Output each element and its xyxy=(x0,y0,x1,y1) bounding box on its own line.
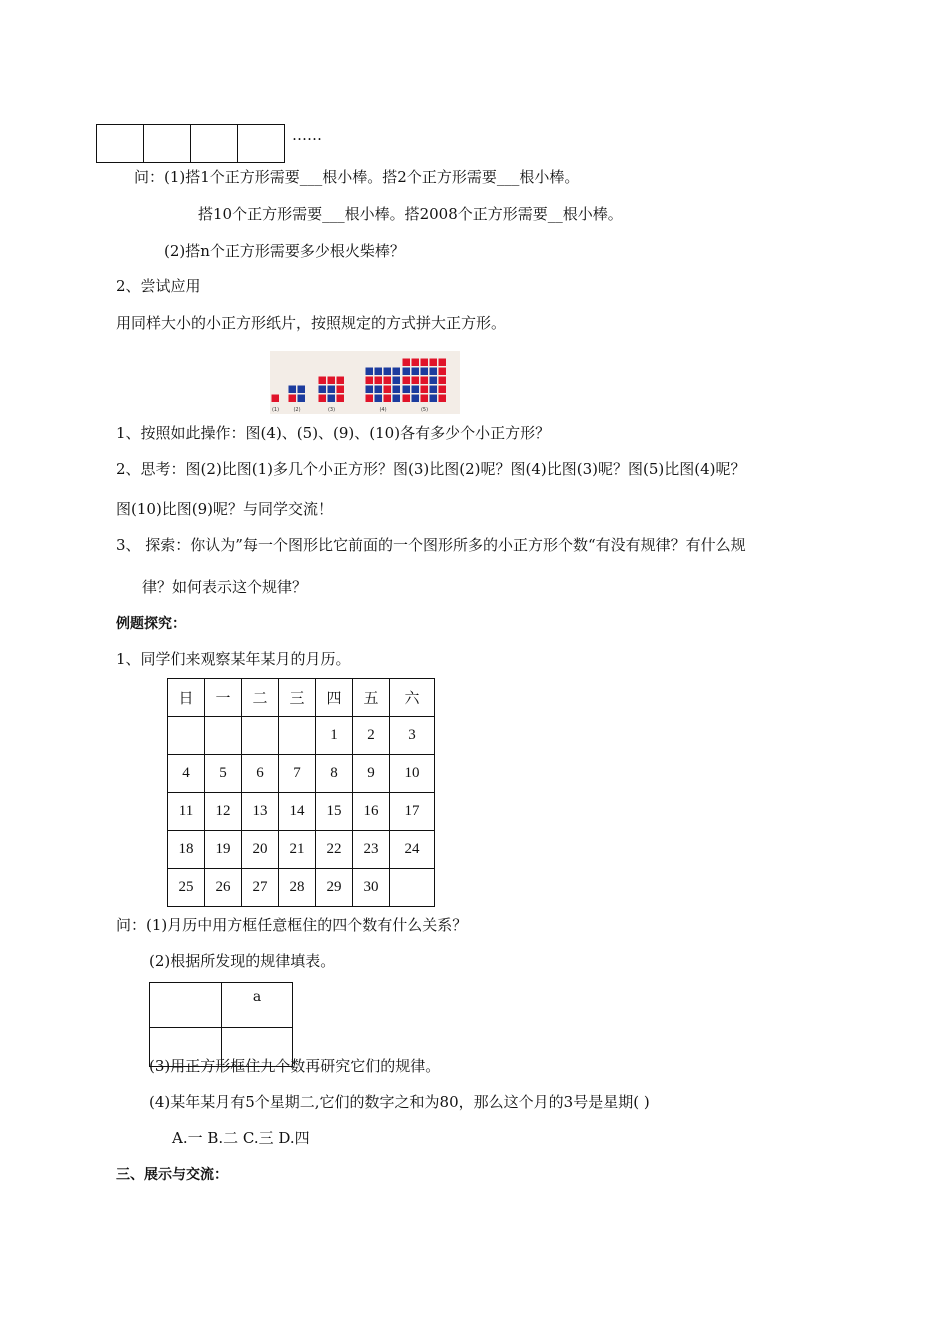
calendar-header-cell: 一 xyxy=(205,679,242,717)
calendar-header-cell: 四 xyxy=(316,679,353,717)
question-1-line-2: 搭10个正方形需要___根小棒。搭2008个正方形需要__根小棒。 xyxy=(198,205,623,223)
tile-square xyxy=(421,368,429,376)
tile-figure-svg xyxy=(270,351,460,414)
task-3-line-1: 3、 探索：你认为”每一个图形比它前面的一个图形所多的小正方形个数“有没有规律？有什么规 xyxy=(116,536,746,554)
calendar-cell: 18 xyxy=(168,831,205,869)
tile-square xyxy=(319,377,327,385)
calendar-cell: 28 xyxy=(279,869,316,907)
calendar-cell: 22 xyxy=(316,831,353,869)
tile-square xyxy=(384,386,392,394)
calendar-cell: 9 xyxy=(353,755,390,793)
calendar-cell: 26 xyxy=(205,869,242,907)
tile-square xyxy=(375,395,383,403)
calendar-cell: 11 xyxy=(168,793,205,831)
calendar-cell xyxy=(242,717,279,755)
tile-square xyxy=(439,359,447,367)
tile-square xyxy=(272,395,280,403)
tile-square xyxy=(439,386,447,394)
matchstick-square xyxy=(96,124,144,163)
calendar-row xyxy=(168,793,435,831)
task-3-line-2: 律？如何表示这个规律？ xyxy=(142,578,308,596)
tile-figure-label: (1) xyxy=(271,407,280,413)
calendar-cell: 12 xyxy=(205,793,242,831)
tile-square xyxy=(366,386,374,394)
tile-square xyxy=(328,395,336,403)
tile-square xyxy=(403,377,411,385)
calendar-cell: 16 xyxy=(353,793,390,831)
calendar-cell: 21 xyxy=(279,831,316,869)
calendar-cell: 24 xyxy=(390,831,435,869)
calendar-row xyxy=(168,831,435,869)
tile-square xyxy=(430,395,438,403)
tile-square xyxy=(412,368,420,376)
tile-square xyxy=(430,377,438,385)
tile-square xyxy=(439,395,447,403)
task-1: 1、按照如此操作：图(4)、(5)、(9)、(10)各有多少个小正方形？ xyxy=(116,424,551,442)
calendar-cell: 17 xyxy=(390,793,435,831)
tile-square xyxy=(439,368,447,376)
matchstick-squares xyxy=(96,124,285,163)
calendar-row xyxy=(168,869,435,907)
task-2-line-2: 图(10)比图(9)呢？与同学交流！ xyxy=(116,500,334,518)
tile-square xyxy=(393,395,401,403)
tile-square xyxy=(393,368,401,376)
calendar-question-2: (2)根据所发现的规律填表。 xyxy=(149,952,336,970)
tile-square xyxy=(403,386,411,394)
calendar-header-cell: 二 xyxy=(242,679,279,717)
tile-figure-label: (5) xyxy=(420,407,429,413)
tile-square xyxy=(298,395,306,403)
tile-square xyxy=(421,395,429,403)
tile-figure-label: (3) xyxy=(327,407,336,413)
tile-square xyxy=(403,359,411,367)
tile-square xyxy=(421,359,429,367)
tile-square xyxy=(430,386,438,394)
tile-square xyxy=(393,377,401,385)
tile-square xyxy=(384,377,392,385)
tile-square xyxy=(421,386,429,394)
calendar-cell: 1 xyxy=(316,717,353,755)
calendar-table xyxy=(167,678,435,907)
calendar-header-cell: 日 xyxy=(168,679,205,717)
tile-square xyxy=(319,395,327,403)
matchstick-square xyxy=(143,124,191,163)
calendar-cell: 5 xyxy=(205,755,242,793)
calendar-cell: 14 xyxy=(279,793,316,831)
calendar-header-row xyxy=(168,679,435,717)
calendar-cell: 3 xyxy=(390,717,435,755)
tile-square xyxy=(430,368,438,376)
tile-square xyxy=(375,368,383,376)
tile-square xyxy=(289,395,297,403)
tile-figure-label: (2) xyxy=(293,407,301,413)
matchstick-square xyxy=(190,124,238,163)
tile-square xyxy=(328,386,336,394)
tile-figure-label: (4) xyxy=(379,407,387,413)
tile-square xyxy=(412,386,420,394)
tile-square xyxy=(403,395,411,403)
calendar-question-3: (3)用正方形框住九个数再研究它们的规律。 xyxy=(149,1057,441,1075)
section-3-heading: 三、展示与交流： xyxy=(116,1167,228,1183)
calendar-cell: 27 xyxy=(242,869,279,907)
calendar-cell: 10 xyxy=(390,755,435,793)
section-2-intro: 用同样大小的小正方形纸片，按照规定的方式拼大正方形。 xyxy=(116,314,507,332)
tile-square xyxy=(319,386,327,394)
tile-square xyxy=(375,377,383,385)
task-2-line-1: 2、思考：图(2)比图(1)多几个小正方形？图(3)比图(2)呢？图(4)比图(3)呢？图(5)比图(4)呢？ xyxy=(116,460,746,478)
tile-square xyxy=(384,368,392,376)
tile-square xyxy=(337,377,345,385)
tile-square xyxy=(421,377,429,385)
tile-square xyxy=(412,359,420,367)
calendar-cell: 7 xyxy=(279,755,316,793)
calendar-cell: 23 xyxy=(353,831,390,869)
calendar-cell: 29 xyxy=(316,869,353,907)
calendar-cell xyxy=(279,717,316,755)
tile-square xyxy=(366,395,374,403)
tile-square xyxy=(384,395,392,403)
example-heading: 例题探究： xyxy=(116,616,186,632)
calendar-row xyxy=(168,755,435,793)
tile-square xyxy=(439,377,447,385)
calendar-cell: 15 xyxy=(316,793,353,831)
tile-square xyxy=(337,386,345,394)
tile-square xyxy=(403,368,411,376)
question-1-line-1: 问：(1)搭1个正方形需要___根小棒。搭2个正方形需要___根小棒。 xyxy=(134,168,580,186)
tile-figure xyxy=(270,351,460,414)
calendar-row xyxy=(168,717,435,755)
calendar-question-4: (4)某年某月有5个星期二,它们的数字之和为80，那么这个月的3号是星期( ) xyxy=(149,1093,650,1111)
question-1-line-3: (2)搭n个正方形需要多少根火柴棒？ xyxy=(164,242,405,260)
tile-square xyxy=(298,386,306,394)
calendar-cell: 30 xyxy=(353,869,390,907)
calendar-cell xyxy=(390,869,435,907)
calendar-cell: 19 xyxy=(205,831,242,869)
tile-square xyxy=(375,386,383,394)
calendar-header-cell: 五 xyxy=(353,679,390,717)
calendar-header-cell: 三 xyxy=(279,679,316,717)
tile-square xyxy=(366,377,374,385)
tile-square xyxy=(393,386,401,394)
tile-square xyxy=(289,386,297,394)
matchstick-square xyxy=(237,124,285,163)
calendar-cell: 4 xyxy=(168,755,205,793)
calendar-cell xyxy=(205,717,242,755)
tile-square xyxy=(366,368,374,376)
calendar-cell: 20 xyxy=(242,831,279,869)
tile-square xyxy=(337,395,345,403)
tile-square xyxy=(430,359,438,367)
section-2-heading: 2、尝试应用 xyxy=(116,277,201,295)
calendar-cell: 25 xyxy=(168,869,205,907)
calendar-cell: 6 xyxy=(242,755,279,793)
tile-square xyxy=(328,377,336,385)
fill-in-cell-a: a xyxy=(222,983,293,1028)
answer-options: A.一 B.二 C.三 D.四 xyxy=(172,1129,310,1147)
calendar-cell: 8 xyxy=(316,755,353,793)
calendar-cell: 2 xyxy=(353,717,390,755)
example-1: 1、同学们来观察某年某月的月历。 xyxy=(116,650,351,668)
tile-square xyxy=(412,377,420,385)
calendar-cell xyxy=(168,717,205,755)
ellipsis: …… xyxy=(292,126,322,144)
calendar-header-cell: 六 xyxy=(390,679,435,717)
fill-in-cell xyxy=(150,983,222,1028)
calendar-question-1: 问：(1)月历中用方框任意框住的四个数有什么关系？ xyxy=(116,916,468,934)
tile-square xyxy=(412,395,420,403)
calendar-cell: 13 xyxy=(242,793,279,831)
